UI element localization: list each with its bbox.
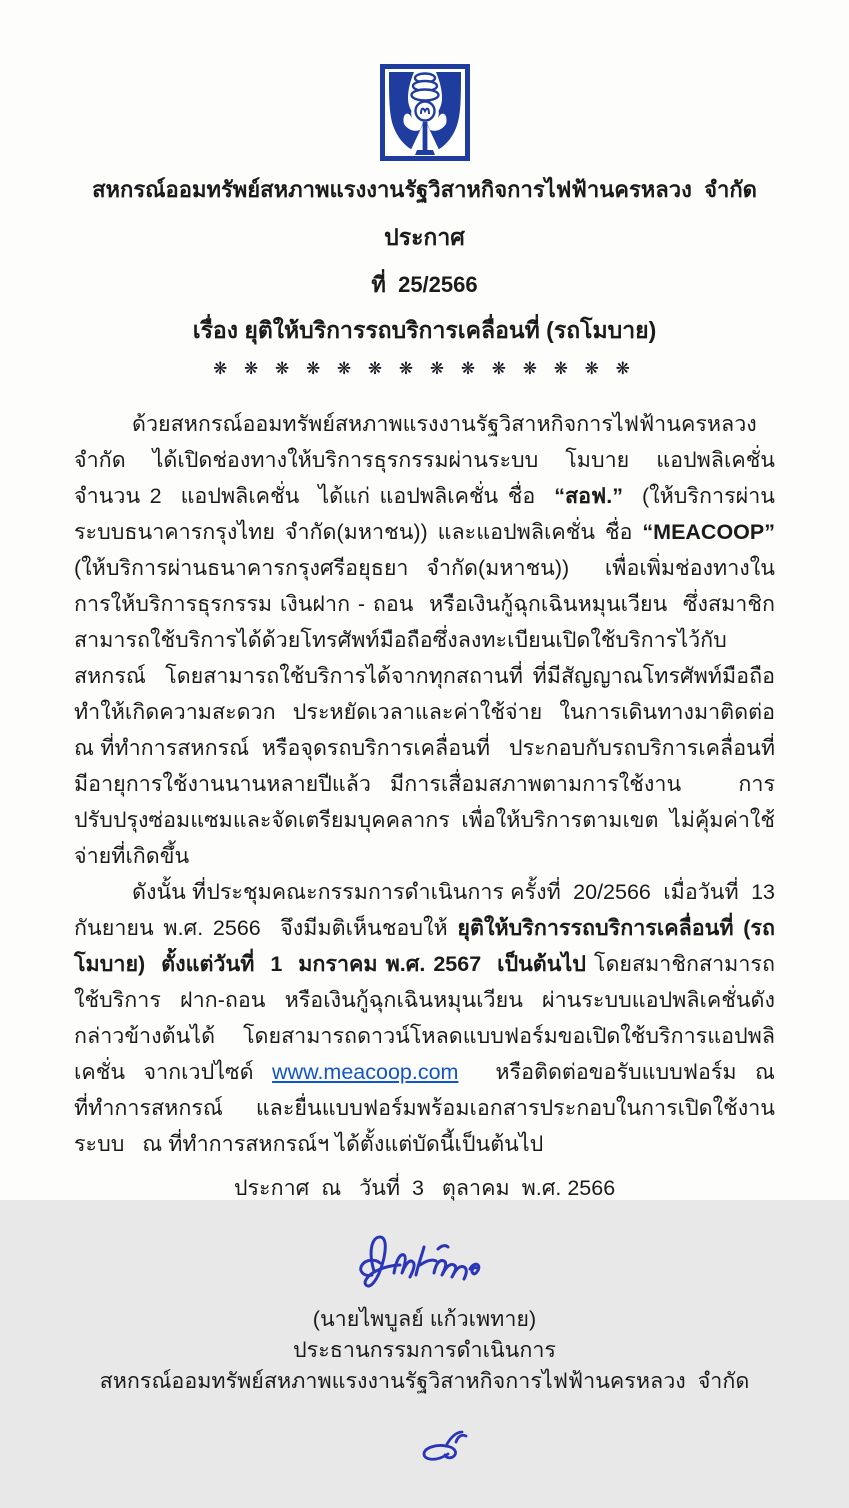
signer-org-text: สหกรณ์ออมทรัพย์สหภาพแรงงานรัฐวิสาหกิจการไฟฟ้านครหลวง จำกัด	[99, 1369, 750, 1393]
paragraph-2	[74, 874, 787, 1162]
star-divider: ❋ ❋ ❋ ❋ ❋ ❋ ❋ ❋ ❋ ❋ ❋ ❋ ❋ ❋	[213, 359, 636, 378]
signature-icon	[350, 1231, 500, 1298]
subject-line: เรื่อง ยุติให้บริการรถบริการเคลื่อนที่ (รถโมบาย)	[192, 317, 657, 343]
doc-type-heading: ประกาศ	[384, 224, 465, 250]
signer-title: ประธานกรรมการดำเนินการ	[293, 1338, 556, 1362]
text-run: (ให้บริการผ่านระบบธนาคารกรุงไทย จำกัด(มหาชน)) และแอปพลิเคชั่น ชื่อ	[74, 484, 775, 544]
signer-org-line	[74, 1366, 775, 1508]
meacoop-website-link[interactable]: www.meacoop.com	[272, 1060, 459, 1084]
paragraph-1	[74, 406, 793, 874]
text-run: ยุติให้บริการรถบริการเคลื่อนที่ (รถโมบาย) ตั้งแต่วันที่ 1 มกราคม พ.ศ. 2567 เป็นต้นไป	[74, 916, 775, 976]
text-run: โดยสมาชิกสามารถใช้บริการ ฝาก-ถอน หรือเงินกู้ฉุกเฉินหมุนเวียน ผ่านระบบแอปพลิเคชั่นดังกล่าวข้างต้นได้ โดยสามารถดาวน์โหลดแบบฟอร์มขอเปิดใช้บริการแอปพลิเคชั่น จากเวปไซด์	[74, 952, 775, 1084]
text-run: “สอฟ.”	[554, 484, 623, 508]
signer-name: (นายไพบูลย์ แก้วเพทาย)	[312, 1307, 537, 1331]
text-run: ดังนั้น ที่ประชุมคณะกรรมการดำเนินการ ครั้งที่ 20/2566 เมื่อวันที่ 13 กันยายน พ.ศ. 2566 จึงมีมติเห็นชอบให้	[74, 880, 787, 940]
doc-number: ที่ 25/2566	[371, 272, 478, 297]
paraph-initial-icon	[383, 1397, 471, 1508]
text-run: (ให้บริการผ่านธนาคารกรุงศรีอยุธยา จำกัด(มหาชน)) เพื่อเพิ่มช่องทางในการให้บริการธุรกรรม เงินฝาก - ถอน หรือเงินกู้ฉุกเฉินหมุนเวียน ซึ่งสมาชิกสามารถใช้บริการได้ด้วยโทรศัพท์มือถือซึ่งลงทะเบียนเปิดใช้บริการไว้กับสหกรณ์ โดยสามารถใช้บริการได้จากทุกสถานที่ ที่มีสัญญาณโทรศัพท์มือถือ ทำให้เกิดความสะดวก ประหยัดเวลาและค่าใช้จ่าย ในการเดินทางมาติดต่อ ณ ที่ทำการสหกรณ์ หรือจุดรถบริการเคลื่อนที่ ประกอบกับรถบริการเคลื่อนที่ มีอายุการใช้งานนานหลายปีแล้ว มีการเสื่อมสภาพตามการใช้งาน การปรับปรุงซ่อมแซมและจัดเตรียมบุคคลากร เพื่อให้บริการตามเขต ไม่คุ้มค่าใช้จ่ายที่เกิดขึ้น	[74, 520, 793, 868]
text-run: หรือติดต่อขอรับแบบฟอร์ม ณ ที่ทำการสหกรณ์ และยื่นแบบฟอร์มพร้อมเอกสารประกอบในการเปิดใช้งานระบบ ณ ที่ทำการสหกรณ์ฯ ได้ตั้งแต่บัดนี้เป็นต้นไป	[74, 1060, 787, 1156]
org-name-title: สหกรณ์ออมทรัพย์สหภาพแรงงานรัฐวิสาหกิจการไฟฟ้านครหลวง จำกัด	[92, 177, 757, 202]
announce-date-line: ประกาศ ณ วันที่ 3 ตุลาคม พ.ศ. 2566	[233, 1176, 616, 1200]
text-run: “MEACOOP”	[642, 520, 775, 544]
coop-logo-icon	[380, 64, 470, 166]
text-run: ด้วยสหกรณ์ออมทรัพย์สหภาพแรงงานรัฐวิสาหกิจการไฟฟ้านครหลวง จำกัด ได้เปิดช่องทางให้บริการธุรกรรมผ่านระบบ โมบาย แอปพลิเคชั่น จำนวน 2 แอปพลิเคชั่น ได้แก่ แอปพลิเคชั่น ชื่อ	[74, 412, 787, 508]
